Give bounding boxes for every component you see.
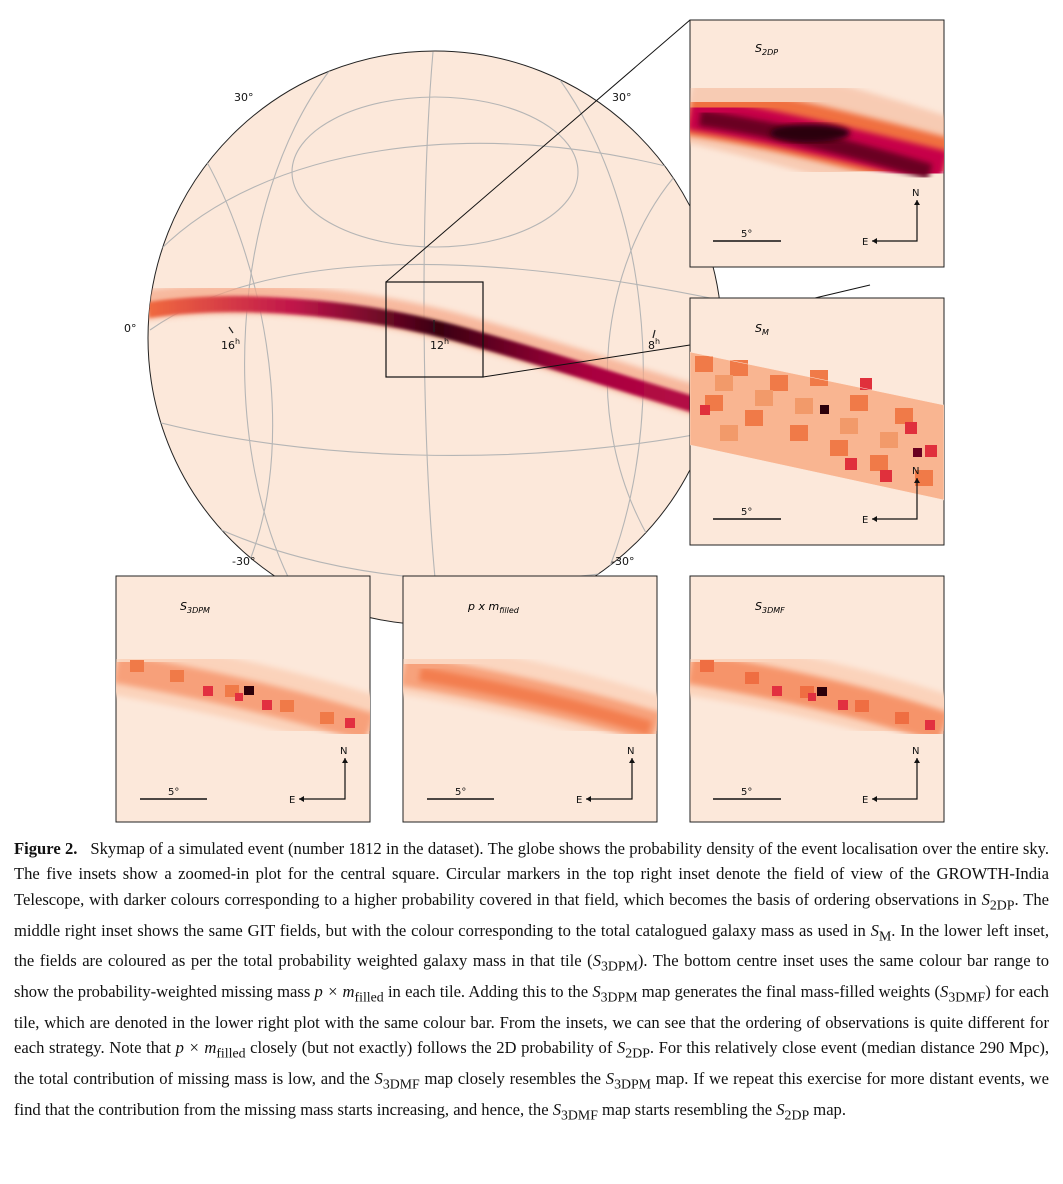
north-label: N [912, 746, 920, 757]
scale-label: 5° [741, 229, 753, 240]
inset-title: p x $m_{filled}$ [468, 600, 519, 615]
scale-label: 5° [741, 507, 753, 518]
lat-label-neg30-left: -30° [232, 555, 256, 568]
zoom-connector-mid [815, 285, 870, 298]
east-label: E [289, 795, 296, 806]
east-label: E [862, 237, 869, 248]
ra-label-16h: 16$^h$ [221, 337, 241, 352]
lat-label-30-left: 30° [234, 91, 254, 104]
inset-p-x-mfilled [403, 576, 657, 822]
figure-caption: Figure 2. Skymap of a simulated event (number 1812 in the dataset). The globe shows the probability density of the event localisation over the entire sky. The five insets show a zoomed-in plot for the central square. Circular markers in the top right inset denote the field of view of the GROWTH-India Telescope, with darker colours corresponding to a higher probability covered in that field, which becomes the basis of ordering observations in $S_{2DP}$. The middle right inset shows the same GIT fields, but with the colour corresponding to the total catalogued galaxy mass as used in $S_M$. In the lower left inset, the fields are coloured as per the total probability weighted galaxy mass in that tile $(S_{3DPM})$. The bottom centre inset uses the same colour bar range to show the probability-weighted missing mass $p \times m_{filled}$ in each tile. Adding this to the $S_{3DPM}$ map generates the final mass-filled weights $(S_{3DMF})$ for each tile, which are denoted in the lower right plot with the same colour bar. From the insets, we can see that the ordering of observations is quite different for each strategy. Note that $p \times m_{filled}$ closely (but not exactly) follows the 2D probability of $S_{2DP}$. For this relatively close event (median distance 290 Mpc), the total contribution of missing mass is low, and the $S_{3DMF}$ map closely resembles the $S_{3DPM}$ map. If we repeat this exercise for more distant events, we find that the contribution from the missing mass starts increasing, and hence, the $S_{3DMF}$ map starts resembling the $S_{2DP}$ map. [14, 839, 1050, 1122]
inset-title: $S_{3DMF}$ [755, 600, 785, 615]
north-label: N [340, 746, 348, 757]
scale-label: 5° [168, 787, 180, 798]
inset-title: $S_{2DP}$ [755, 42, 779, 57]
north-label: N [912, 466, 920, 477]
ra-label-12h: 12$^h$ [430, 337, 450, 352]
lat-label-0: 0° [124, 322, 137, 335]
inset-s3dmf [690, 576, 944, 822]
east-label: E [862, 795, 869, 806]
inset-title: $S_M$ [755, 322, 769, 337]
north-label: N [912, 188, 920, 199]
scale-label: 5° [741, 787, 753, 798]
east-label: E [576, 795, 583, 806]
east-label: E [862, 515, 869, 526]
caption-text: Skymap of a simulated event (number 1812 in the dataset). The globe shows the probability density of the event localisation over the entire sky. The five insets show a zoomed-in plot for the central square. Circular markers in the top right inset denote the field of view of the GROWTH-India Telescope, with darker colours corresponding to a higher probability covered in that field, which becomes the basis of ordering observations in [14, 839, 1049, 909]
ra-label-8h: 8$^h$ [648, 337, 661, 352]
lat-label-30-right: 30° [612, 91, 632, 104]
figure-label: Figure 2. [14, 839, 78, 858]
inset-title: $S_{3DPM}$ [180, 600, 210, 615]
inset-sm [690, 298, 944, 545]
inset-s2dp [690, 20, 944, 267]
inset-s3dpm [116, 576, 370, 822]
north-label: N [627, 746, 635, 757]
lat-label-neg30-right: -30° [611, 555, 635, 568]
scale-label: 5° [455, 787, 467, 798]
